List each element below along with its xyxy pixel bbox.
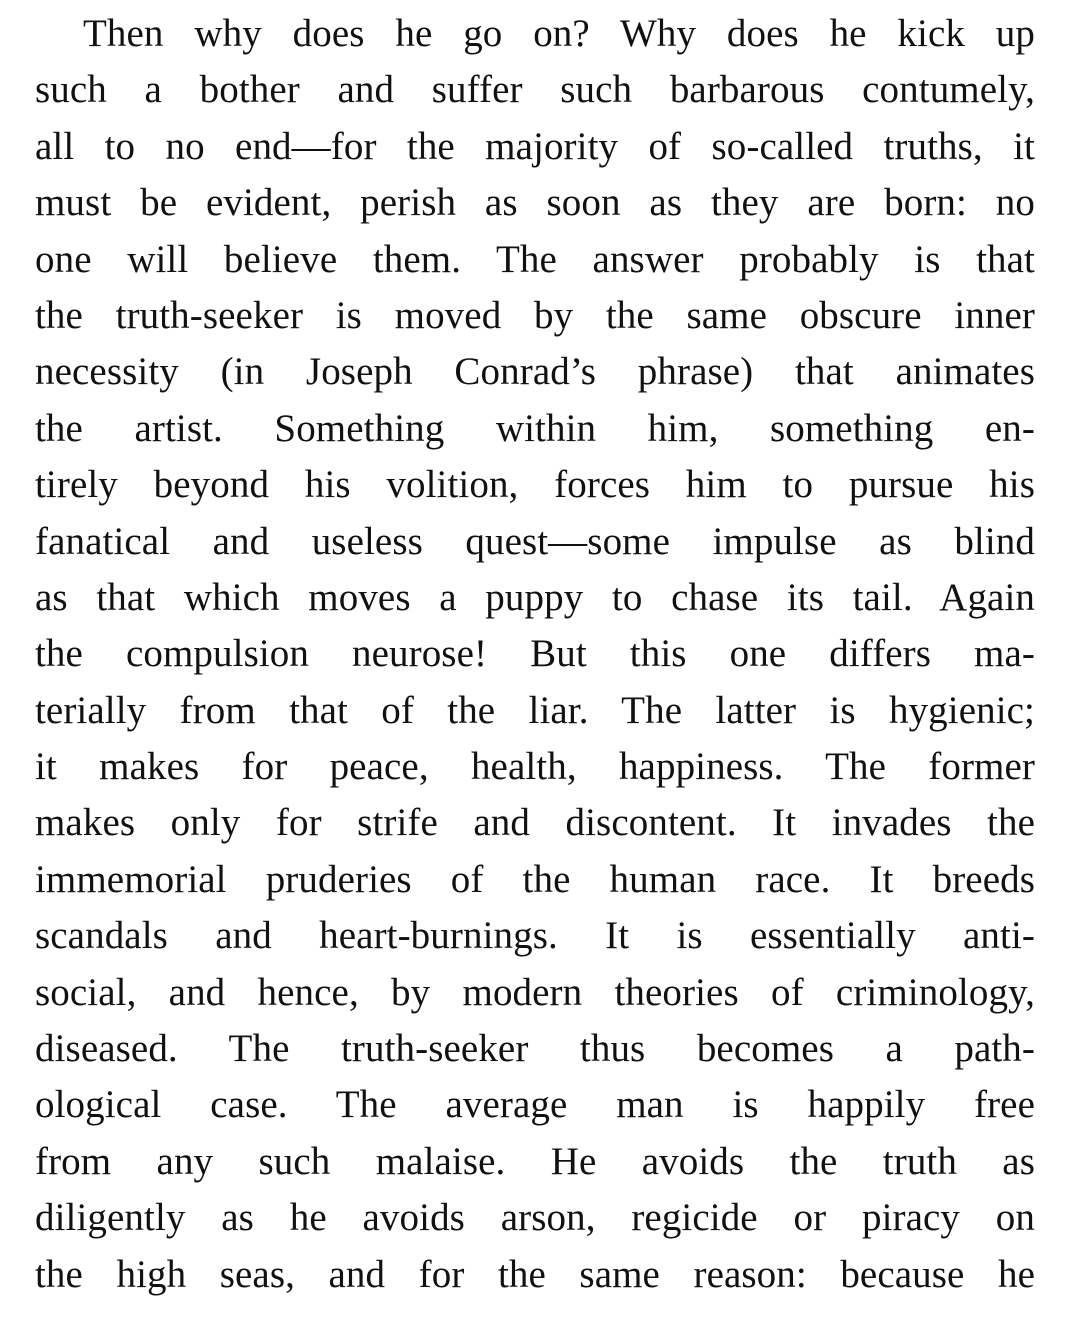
- text-line: from any such malaise. He avoids the truth as: [35, 1139, 1035, 1183]
- text-line: one will believe them. The answer probably is that: [35, 237, 1035, 281]
- text-line: the artist. Something within him, something en-: [35, 406, 1035, 450]
- text-line: it makes for peace, health, happiness. The former: [35, 745, 1035, 789]
- text-line: must be evident, perish as soon as they are born: no: [35, 181, 1035, 225]
- text-line: fanatical and useless quest—some impulse as blind: [35, 519, 1035, 563]
- text-line: such a bother and suffer such barbarous contumely,: [35, 68, 1035, 112]
- text-line: Then why does he go on? Why does he kick up: [83, 12, 1035, 55]
- text-line: makes only for strife and discontent. It invades the: [35, 801, 1035, 845]
- body-paragraph: [35, 6, 1035, 1303]
- text-line: all to no end—for the majority of so-called truths, it: [35, 124, 1035, 168]
- text-line: terially from that of the liar. The latter is hygienic;: [35, 688, 1035, 732]
- text-line: scandals and heart-burnings. It is essentially anti-: [35, 914, 1035, 958]
- text-line: the compulsion neurose! But this one differs ma-: [35, 632, 1035, 676]
- text-line: social, and hence, by modern theories of criminology,: [35, 970, 1035, 1014]
- text-line: the high seas, and for the same reason: because he: [35, 1252, 1035, 1296]
- text-line: diligently as he avoids arson, regicide or piracy on: [35, 1196, 1035, 1240]
- text-line: immemorial pruderies of the human race. It breeds: [35, 857, 1035, 901]
- text-line: ological case. The average man is happily free: [35, 1083, 1035, 1127]
- text-line: diseased. The truth-seeker thus becomes a path-: [35, 1027, 1035, 1071]
- text-line: necessity (in Joseph Conrad’s phrase) that animates: [35, 350, 1035, 394]
- text-line: tirely beyond his volition, forces him to pursue his: [35, 463, 1035, 507]
- text-line: the truth-seeker is moved by the same obscure inner: [35, 293, 1035, 337]
- text-line: as that which moves a puppy to chase its tail. Again: [35, 575, 1035, 619]
